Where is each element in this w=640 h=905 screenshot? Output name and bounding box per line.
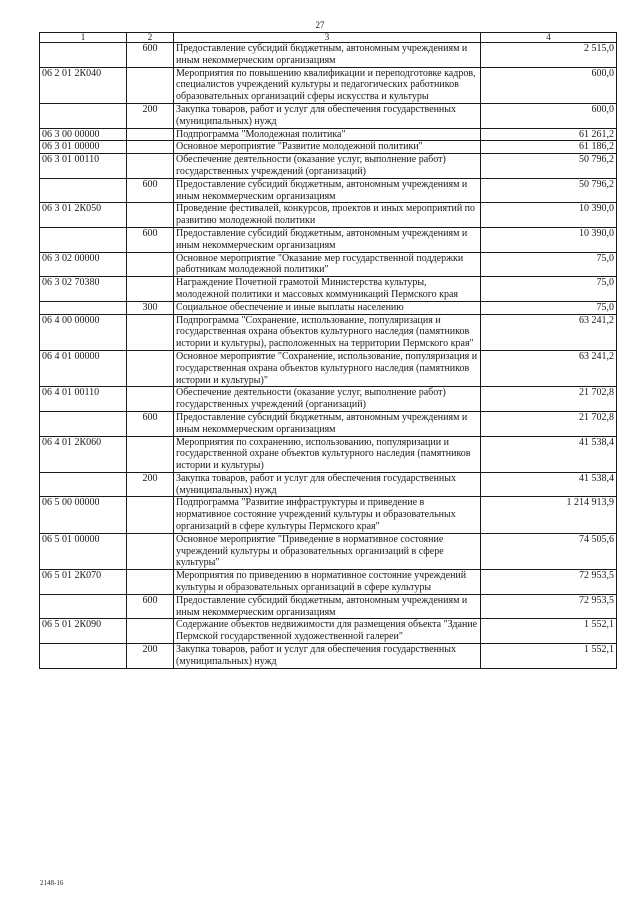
row-description: Основное мероприятие "Оказание мер государственной поддержки работникам молодежной политики" (174, 252, 481, 277)
table-row (40, 350, 617, 386)
row-amount: 10 390,0 (481, 227, 617, 252)
row-code: 06 4 01 00110 (40, 387, 127, 412)
footer-document-code: 2148-16 (40, 879, 64, 887)
row-code: 06 5 01 2К070 (40, 570, 127, 595)
row-description: Закупка товаров, работ и услуг для обеспечения государственных (муниципальных) нужд (174, 644, 481, 669)
table-row (40, 387, 617, 412)
row-expense-type: 300 (127, 301, 174, 314)
row-expense-type: 200 (127, 644, 174, 669)
row-code: 06 3 00 00000 (40, 128, 127, 141)
row-amount: 600,0 (481, 103, 617, 128)
table-row (40, 594, 617, 619)
row-description: Предоставление субсидий бюджетным, автономным учреждениям и иным некоммерческим организациям (174, 594, 481, 619)
row-amount: 61 261,2 (481, 128, 617, 141)
row-expense-type (127, 533, 174, 569)
table-row (40, 252, 617, 277)
row-code: 06 3 01 00110 (40, 154, 127, 179)
table-row (40, 154, 617, 179)
row-expense-type: 600 (127, 594, 174, 619)
row-expense-type (127, 387, 174, 412)
row-description: Мероприятия по приведению в нормативное состояние учреждений культуры и образовательных организаций в сфере культуры (174, 570, 481, 595)
row-amount: 75,0 (481, 277, 617, 302)
header-col-3: 3 (174, 33, 481, 43)
row-description: Мероприятия по повышению квалификации и переподготовке кадров, специалистов учреждений культуры и педагогических работников образовательных организаций сферы искусства и культуры (174, 67, 481, 103)
row-description: Проведение фестивалей, конкурсов, проектов и иных мероприятий по развитию молодежной политики (174, 203, 481, 228)
row-expense-type (127, 67, 174, 103)
table-row (40, 472, 617, 497)
row-expense-type (127, 570, 174, 595)
row-code (40, 411, 127, 436)
row-expense-type: 600 (127, 43, 174, 68)
row-code (40, 103, 127, 128)
row-amount: 74 505,6 (481, 533, 617, 569)
row-description: Социальное обеспечение и иные выплаты населению (174, 301, 481, 314)
table-row (40, 128, 617, 141)
row-expense-type (127, 436, 174, 472)
table-row (40, 103, 617, 128)
row-description: Предоставление субсидий бюджетным, автономным учреждениям и иным некоммерческим организациям (174, 411, 481, 436)
row-expense-type (127, 497, 174, 533)
row-description: Содержание объектов недвижимости для размещения объекта "Здание Пермской государственной художественной галереи" (174, 619, 481, 644)
row-expense-type (127, 619, 174, 644)
row-amount: 600,0 (481, 67, 617, 103)
row-description: Подпрограмма "Развитие инфраструктуры и приведение в нормативное состояние учреждений культуры и образовательных организаций в сфере культуры Пермского края" (174, 497, 481, 533)
row-expense-type (127, 252, 174, 277)
header-col-4: 4 (481, 33, 617, 43)
row-amount: 2 515,0 (481, 43, 617, 68)
row-code: 06 5 01 2К090 (40, 619, 127, 644)
row-description: Обеспечение деятельности (оказание услуг, выполнение работ) государственных учреждений (организаций) (174, 387, 481, 412)
row-expense-type: 200 (127, 103, 174, 128)
table-row (40, 314, 617, 350)
table-row (40, 43, 617, 68)
table-row (40, 411, 617, 436)
row-amount: 1 214 913,9 (481, 497, 617, 533)
row-amount: 72 953,5 (481, 570, 617, 595)
row-code: 06 3 01 2К050 (40, 203, 127, 228)
budget-table (39, 32, 617, 669)
row-code: 06 3 02 70380 (40, 277, 127, 302)
table-row (40, 141, 617, 154)
row-code: 06 3 01 00000 (40, 141, 127, 154)
row-code: 06 5 00 00000 (40, 497, 127, 533)
row-code: 06 2 01 2К040 (40, 67, 127, 103)
row-amount: 41 538,4 (481, 472, 617, 497)
row-description: Основное мероприятие "Приведение в нормативное состояние учреждений культуры и образовательных организаций в сфере культуры" (174, 533, 481, 569)
row-amount: 41 538,4 (481, 436, 617, 472)
table-header-row (40, 33, 617, 43)
table-row (40, 436, 617, 472)
row-amount: 1 552,1 (481, 644, 617, 669)
table-row (40, 277, 617, 302)
row-expense-type: 600 (127, 411, 174, 436)
row-description: Предоставление субсидий бюджетным, автономным учреждениям и иным некоммерческим организациям (174, 178, 481, 203)
row-code: 06 4 01 00000 (40, 350, 127, 386)
row-description: Предоставление субсидий бюджетным, автономным учреждениям и иным некоммерческим организациям (174, 227, 481, 252)
row-amount: 63 241,2 (481, 314, 617, 350)
table-row (40, 67, 617, 103)
row-code (40, 644, 127, 669)
row-amount: 1 552,1 (481, 619, 617, 644)
row-description: Основное мероприятие "Развитие молодежной политики" (174, 141, 481, 154)
row-amount: 50 796,2 (481, 178, 617, 203)
header-col-1: 1 (40, 33, 127, 43)
row-description: Подпрограмма "Молодежная политика" (174, 128, 481, 141)
row-amount: 72 953,5 (481, 594, 617, 619)
table-row (40, 570, 617, 595)
row-description: Подпрограмма "Сохранение, использование, популяризация и государственная охрана объектов культурного наследия (памятников истории и культуры), расположенных на территории Пермского края" (174, 314, 481, 350)
row-amount: 63 241,2 (481, 350, 617, 386)
row-code (40, 43, 127, 68)
row-code: 06 4 00 00000 (40, 314, 127, 350)
table-row (40, 619, 617, 644)
row-expense-type (127, 141, 174, 154)
row-description: Основное мероприятие "Сохранение, использование, популяризация и государственная охрана объектов культурного наследия (памятников истории и культуры)" (174, 350, 481, 386)
row-code (40, 594, 127, 619)
row-amount: 61 186,2 (481, 141, 617, 154)
row-expense-type (127, 203, 174, 228)
row-expense-type: 200 (127, 472, 174, 497)
table-row (40, 533, 617, 569)
row-expense-type (127, 350, 174, 386)
row-description: Закупка товаров, работ и услуг для обеспечения государственных (муниципальных) нужд (174, 103, 481, 128)
table-row (40, 203, 617, 228)
row-expense-type (127, 277, 174, 302)
row-amount: 10 390,0 (481, 203, 617, 228)
row-code: 06 3 02 00000 (40, 252, 127, 277)
row-code (40, 472, 127, 497)
row-amount: 50 796,2 (481, 154, 617, 179)
row-description: Закупка товаров, работ и услуг для обеспечения государственных (муниципальных) нужд (174, 472, 481, 497)
table-row (40, 178, 617, 203)
row-description: Мероприятия по сохранению, использованию, популяризации и государственной охране объектов культурного наследия (памятников истории и культуры) (174, 436, 481, 472)
table-row (40, 227, 617, 252)
row-amount: 75,0 (481, 252, 617, 277)
row-amount: 75,0 (481, 301, 617, 314)
row-code (40, 178, 127, 203)
table-row (40, 644, 617, 669)
row-expense-type (127, 128, 174, 141)
row-description: Награждение Почетной грамотой Министерства культуры, молодежной политики и массовых коммуникаций Пермского края (174, 277, 481, 302)
row-code: 06 4 01 2К060 (40, 436, 127, 472)
row-expense-type: 600 (127, 227, 174, 252)
row-code (40, 227, 127, 252)
row-code (40, 301, 127, 314)
row-code: 06 5 01 00000 (40, 533, 127, 569)
header-col-2: 2 (127, 33, 174, 43)
row-expense-type (127, 314, 174, 350)
row-amount: 21 702,8 (481, 411, 617, 436)
row-expense-type (127, 154, 174, 179)
row-description: Предоставление субсидий бюджетным, автономным учреждениям и иным некоммерческим организациям (174, 43, 481, 68)
row-amount: 21 702,8 (481, 387, 617, 412)
table-row (40, 301, 617, 314)
row-description: Обеспечение деятельности (оказание услуг, выполнение работ) государственных учреждений (организаций) (174, 154, 481, 179)
page-number: 27 (315, 20, 325, 30)
row-expense-type: 600 (127, 178, 174, 203)
table-row (40, 497, 617, 533)
